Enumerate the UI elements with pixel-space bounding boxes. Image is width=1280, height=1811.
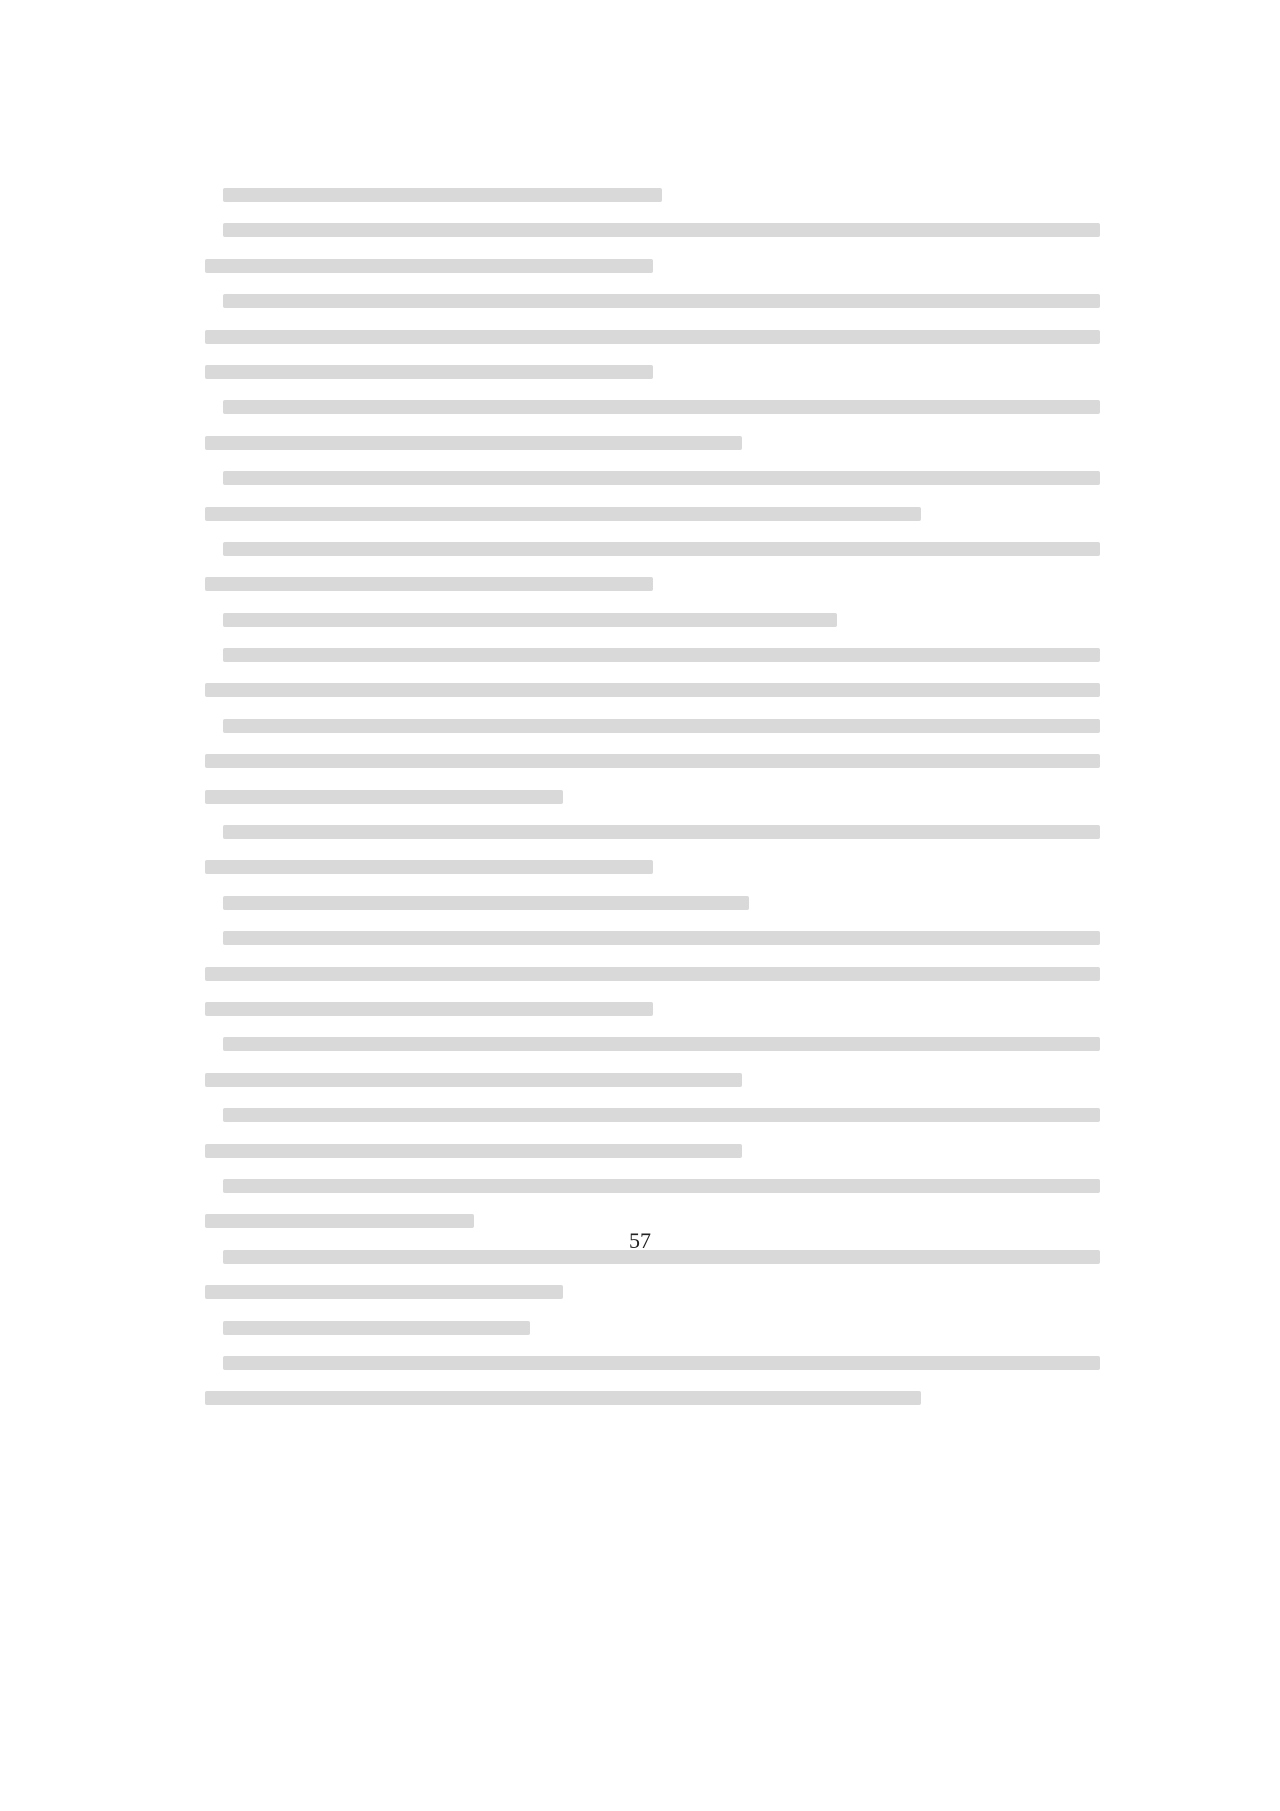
redacted-text-line: [205, 1002, 653, 1016]
redacted-text-line: [205, 577, 653, 591]
redacted-text-line: [205, 1214, 474, 1228]
redacted-text-line: [205, 967, 1100, 981]
redacted-text-line: [223, 1037, 1100, 1051]
redacted-text-line: [223, 1108, 1100, 1122]
redacted-text-line: [223, 613, 837, 627]
redacted-text-line: [205, 1285, 563, 1299]
redacted-text-line: [205, 436, 742, 450]
redacted-text-line: [223, 931, 1100, 945]
redacted-text-line: [223, 223, 1100, 237]
redacted-text-line: [223, 1356, 1100, 1370]
redacted-text-line: [205, 683, 1100, 697]
redacted-text-line: [223, 896, 749, 910]
redacted-text-line: [205, 1391, 921, 1405]
page-number: 57: [629, 1228, 651, 1253]
redacted-text-line: [223, 825, 1100, 839]
redacted-text-line: [205, 790, 563, 804]
redacted-text-line: [205, 365, 653, 379]
redacted-text-line: [223, 471, 1100, 485]
redacted-text-line: [205, 1073, 742, 1087]
redacted-text-line: [223, 1179, 1100, 1193]
redacted-text-line: [205, 860, 653, 874]
redacted-text-line: [205, 1144, 742, 1158]
redacted-text-line: [223, 1321, 530, 1335]
redacted-text-line: [205, 507, 921, 521]
redacted-text-line: [223, 400, 1100, 414]
redacted-text-line: [223, 719, 1100, 733]
redacted-text-line: [223, 294, 1100, 308]
redacted-text-line: [223, 648, 1100, 662]
redacted-text-line: [205, 259, 653, 273]
redacted-text-line: [223, 542, 1100, 556]
redacted-text-line: [205, 330, 1100, 344]
redacted-text-line: [223, 188, 662, 202]
redacted-text-line: [205, 754, 1100, 768]
